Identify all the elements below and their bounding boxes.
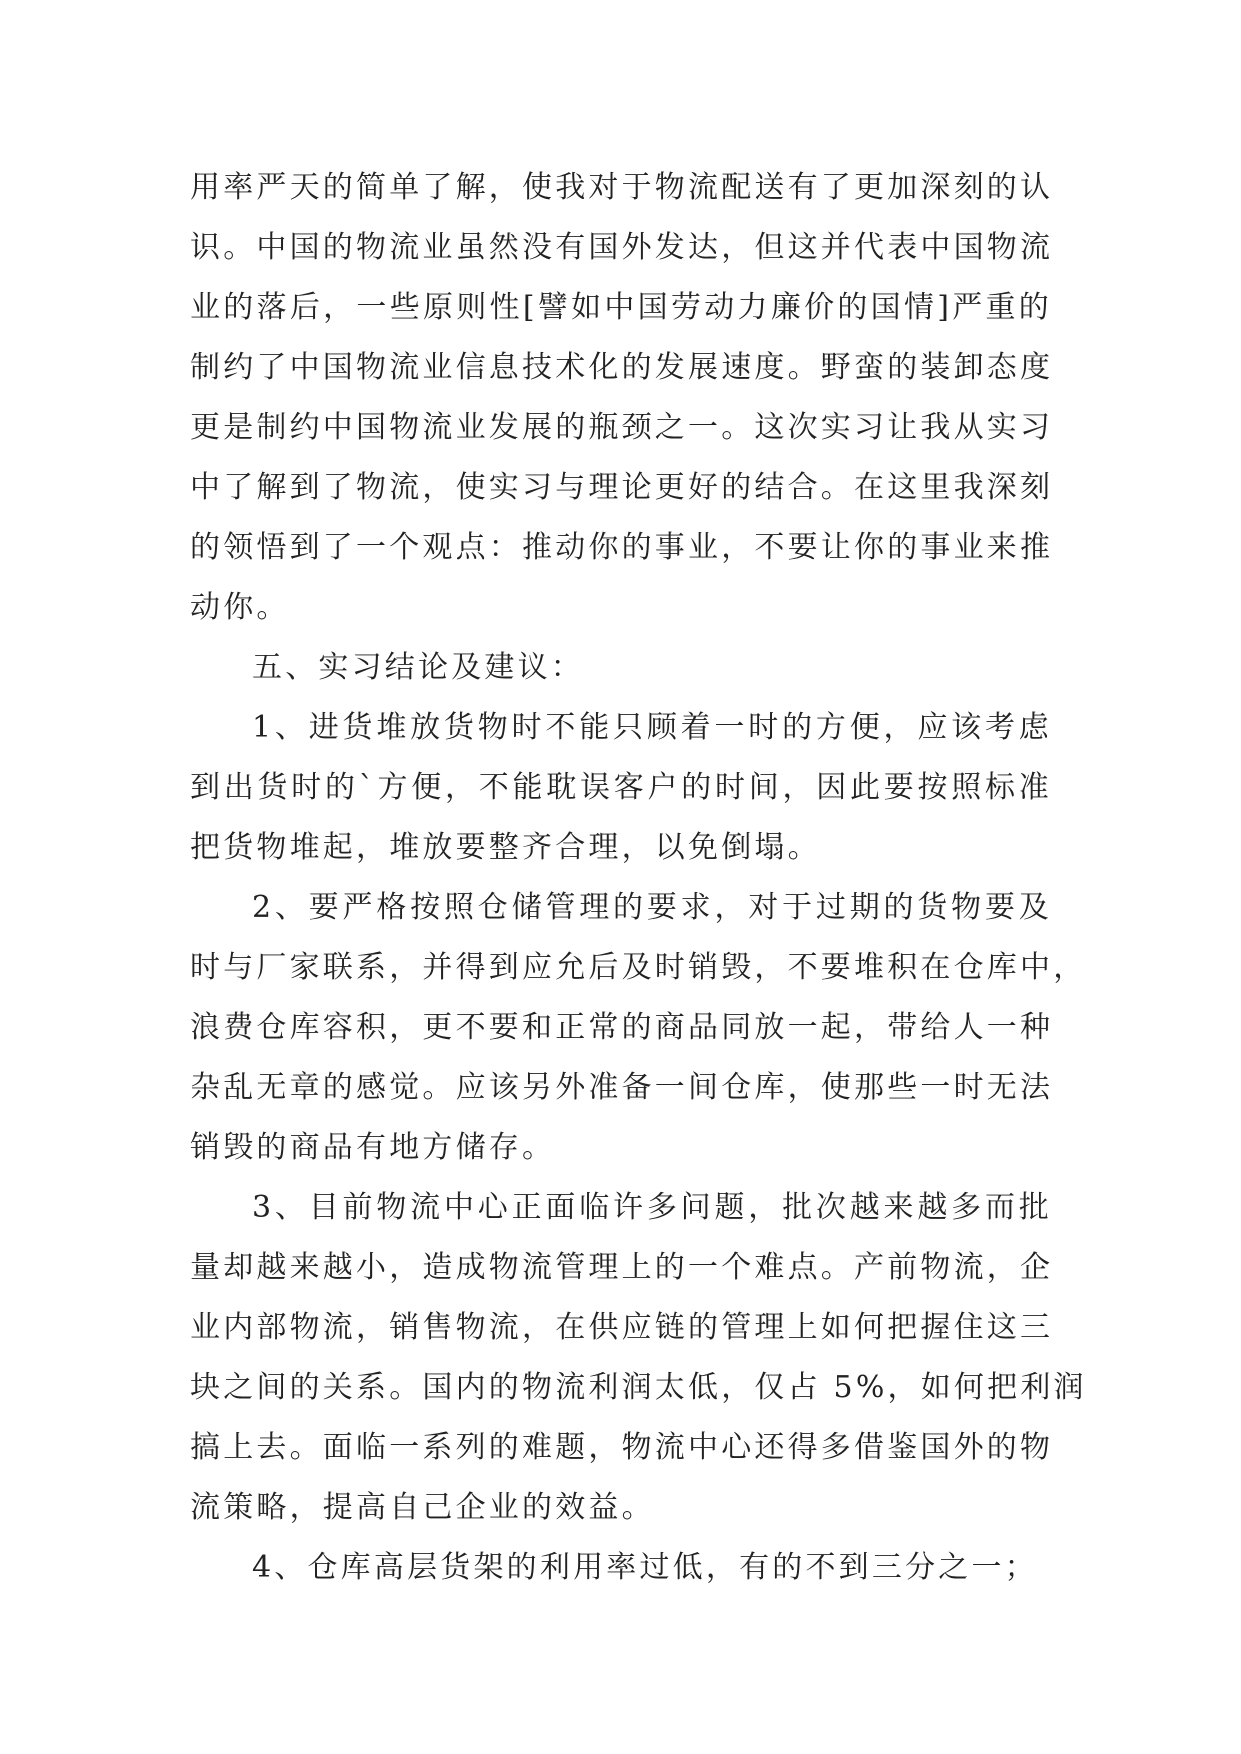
list-item-line: 浪费仓库容积，更不要和正常的商品同放一起，带给人一种: [190, 1010, 1054, 1045]
paragraph-line: 业的落后，一些原则性[譬如中国劳动力廉价的国情]严重的: [190, 290, 1052, 325]
list-item-line: 搞上去。面临一系列的难题，物流中心还得多借鉴国外的物: [190, 1430, 1054, 1465]
list-item-line: 流策略，提高自己企业的效益。: [190, 1490, 655, 1525]
list-item-line: 3、目前物流中心正面临许多问题，批次越来越多而批: [252, 1190, 1052, 1225]
paragraph-line: 制约了中国物流业信息技术化的发展速度。野蛮的装卸态度: [190, 350, 1054, 385]
list-item-line: 4、仓库高层货架的利用率过低，有的不到三分之一；: [252, 1550, 1038, 1585]
paragraph-line: 动你。: [190, 590, 290, 625]
document-body: [190, 158, 1087, 1598]
list-item-line: 1、进货堆放货物时不能只顾着一时的方便，应该考虑: [252, 710, 1052, 745]
list-item-line: 销毁的商品有地方储存。: [190, 1130, 556, 1165]
section-heading: 五、实习结论及建议：: [252, 650, 584, 685]
paragraph-line: 的领悟到了一个观点：推动你的事业，不要让你的事业来推: [190, 530, 1054, 565]
paragraph-line: 更是制约中国物流业发展的瓶颈之一。这次实习让我从实习: [190, 410, 1054, 445]
paragraph-line: 识。中国的物流业虽然没有国外发达，但这并代表中国物流: [190, 230, 1054, 265]
list-item-line: 把货物堆起，堆放要整齐合理，以免倒塌。: [190, 830, 821, 865]
list-item-line: 块之间的关系。国内的物流利润太低，仅占 5%，如何把利润: [190, 1370, 1087, 1405]
list-item-line: 量却越来越小，造成物流管理上的一个难点。产前物流，企: [190, 1250, 1054, 1285]
list-item-line: 业内部物流，销售物流，在供应链的管理上如何把握住这三: [190, 1310, 1054, 1345]
list-item-line: 时与厂家联系，并得到应允后及时销毁，不要堆积在仓库中，: [190, 950, 1087, 985]
list-item-line: 到出货时的`方便，不能耽误客户的时间，因此要按照标准: [190, 770, 1052, 805]
list-item-line: 杂乱无章的感觉。应该另外准备一间仓库，使那些一时无法: [190, 1070, 1054, 1105]
paragraph-line: 用率严天的简单了解，使我对于物流配送有了更加深刻的认: [190, 170, 1054, 205]
list-item-line: 2、要严格按照仓储管理的要求，对于过期的货物要及: [252, 890, 1052, 925]
paragraph-line: 中了解到了物流，使实习与理论更好的结合。在这里我深刻: [190, 470, 1054, 505]
